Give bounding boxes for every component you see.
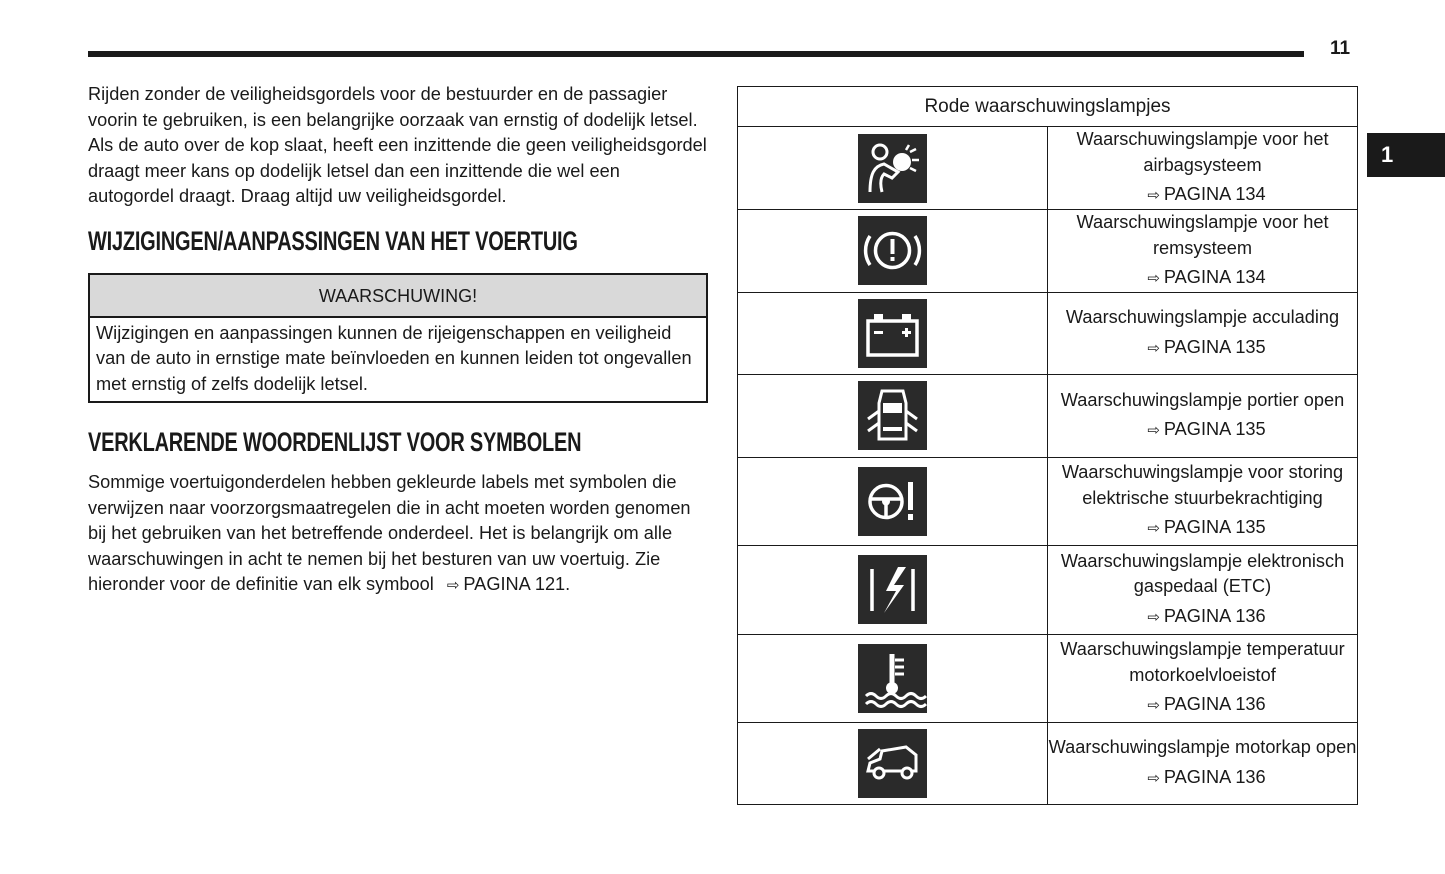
airbag-icon	[858, 134, 927, 203]
page-reference-link[interactable]: PAGINA 135	[1163, 336, 1266, 357]
warning-lamps-table	[737, 86, 1358, 805]
lamp-reference[interactable]	[1048, 604, 1357, 631]
arrow-right-icon: ⇨	[1147, 697, 1160, 715]
page-reference-link[interactable]: PAGINA 135	[1163, 517, 1266, 538]
page-reference-link[interactable]: PAGINA 134	[1163, 184, 1266, 205]
lamp-reference[interactable]	[1048, 182, 1357, 209]
arrow-right-icon: ⇨	[1147, 422, 1160, 439]
glossary-text: Sommige voertuigonderdelen hebben gekleurde labels met symbolen die verwijzen naar voorzorgsmaatregelen die in acht moeten worden genomen bij het gebruiken van het betreffende onderdeel. Het is belangrijk om alle waarschuwingen in acht te nemen bij het besturen van uw voertuig. Zie hieronder voor de definitie van elk symbool	[88, 472, 691, 594]
intro-paragraph: Rijden zonder de veiligheidsgordels voor de bestuurder en de passagier voorin te gebruiken, is een belangrijke oorzaak van ernstig of dodelijk letsel. Als de auto over de kop slaat, heeft een inzittende die geen veiligheidsgordel draagt meer kans op dodelijk letsel dan een inzittende die wel een autogordel draagt. Draag altijd uw veiligheidsgordel.	[88, 84, 707, 206]
arrow-right-icon: ⇨	[1147, 187, 1160, 205]
lamp-reference[interactable]	[1048, 417, 1357, 444]
lamp-label: Waarschuwingslampje voor het remsysteem	[1076, 212, 1329, 258]
table-row	[738, 292, 1358, 374]
page-number: 11	[1330, 38, 1351, 59]
lamp-label: Waarschuwingslampje motorkap open	[1048, 737, 1357, 757]
section-heading-modifications: WIJZIGINGEN/AANPASSINGEN VAN HET VOERTUIG	[88, 225, 578, 256]
warning-title: WAARSCHUWING!	[90, 275, 706, 318]
chapter-tab[interactable]: 1	[1367, 133, 1445, 177]
page-reference-link[interactable]: PAGINA 136	[1163, 694, 1266, 715]
table-row	[738, 210, 1358, 293]
lamp-reference[interactable]	[1048, 265, 1357, 292]
table-title: Rode waarschuwingslampjes	[738, 87, 1358, 127]
brake-icon	[858, 216, 927, 285]
lamp-label: Waarschuwingslampje temperatuur motorkoelvloeistof	[1060, 639, 1345, 685]
hood-open-icon	[858, 729, 927, 798]
arrow-right-icon: ⇨	[1147, 339, 1160, 357]
left-column	[88, 82, 710, 599]
lamp-label: Waarschuwingslampje elektronisch gaspedaal (ETC)	[1060, 550, 1345, 597]
arrow-right-icon: ⇨	[1147, 608, 1160, 626]
table-row	[738, 127, 1358, 210]
table-row	[738, 545, 1358, 634]
lamp-label: Waarschuwingslampje voor storing elektrische stuurbekrachtiging	[1061, 462, 1344, 508]
lamp-reference[interactable]	[1048, 692, 1357, 719]
arrow-right-icon: ⇨	[1147, 769, 1160, 787]
section-heading-glossary: VERKLARENDE WOORDENLIJST VOOR SYMBOLEN	[88, 427, 582, 457]
warning-body: Wijzigingen en aanpassingen kunnen de rijeigenschappen en veiligheid van de auto in ernstige mate beïnvloeden en kunnen leiden tot ongevallen met ernstig of zelfs dodelijk letsel.	[96, 322, 692, 394]
page-reference-link[interactable]: PAGINA 135	[1163, 419, 1266, 439]
door-open-icon	[858, 381, 927, 450]
arrow-right-icon: ⇨	[1147, 270, 1160, 287]
electronic-throttle-icon	[858, 555, 927, 624]
lamp-label: Waarschuwingslampje acculading	[1065, 307, 1340, 327]
arrow-right-icon: ⇨	[1147, 520, 1160, 538]
power-steering-icon	[858, 467, 927, 536]
battery-icon	[858, 299, 927, 368]
page-reference-link[interactable]: PAGINA 134	[1163, 267, 1266, 287]
table-row	[738, 634, 1358, 722]
lamp-reference[interactable]	[1048, 765, 1357, 792]
lamp-reference[interactable]	[1048, 515, 1357, 542]
table-row	[738, 722, 1358, 804]
table-row	[738, 374, 1358, 457]
lamp-reference[interactable]	[1048, 335, 1357, 362]
top-rule	[88, 51, 1304, 57]
lamp-label: Waarschuwingslampje portier open	[1060, 389, 1345, 410]
page-reference-link[interactable]: PAGINA 136	[1163, 766, 1266, 787]
lamp-label: Waarschuwingslampje voor het airbagsysteem	[1076, 129, 1329, 175]
page-reference-link[interactable]: PAGINA 136	[1163, 605, 1266, 626]
glossary-paragraph	[88, 470, 710, 599]
coolant-temperature-icon	[858, 644, 927, 713]
arrow-right-icon: ⇨	[446, 577, 460, 594]
page-reference-link[interactable]: PAGINA 121.	[463, 574, 571, 594]
warning-box	[88, 273, 708, 404]
table-row	[738, 457, 1358, 545]
